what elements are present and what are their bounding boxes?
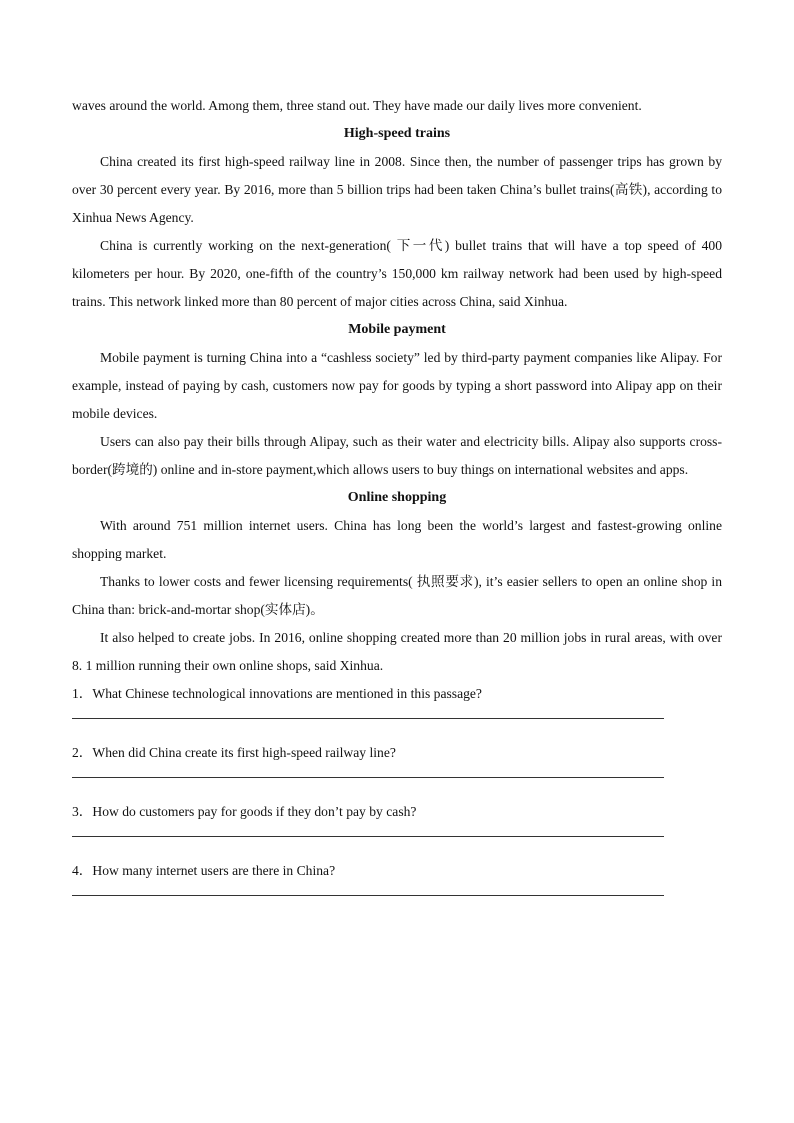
intro-paragraph: waves around the world. Among them, three stand out. They have made our daily lives more convenient. [72,98,642,113]
paragraph: Users can also pay their bills through Alipay, such as their water and electricity bills. Alipay also supports cross-border(跨境的) online and in-store payment,which allows users to buy things on international websites and apps. [72,434,722,477]
question-1: 1．What Chinese technological innovations are mentioned in this passage? [72,686,482,701]
answer-line-1[interactable] [72,718,664,719]
question-3: 3．How do customers pay for goods if they don’t pay by cash? [72,804,417,819]
paragraph: China created its first high-speed railway line in 2008. Since then, the number of passenger trips has grown by over 30 percent every year. By 2016, more than 5 billion trips had been taken China’s bullet trains(高铁), according to Xinhua News Agency. [72,154,722,225]
answer-line-4[interactable] [72,895,664,896]
document-page [72,92,722,916]
paragraph: It also helped to create jobs. In 2016, online shopping created more than 20 million jobs in rural areas, with over 8. 1 million running their own online shops, said Xinhua. [72,630,722,673]
question-4: 4．How many internet users are there in China? [72,863,336,878]
section-heading-shopping: Online shopping [347,490,447,505]
question-2: 2．When did China create its first high-speed railway line? [72,745,396,760]
section-heading-trains: High-speed trains [343,126,451,141]
answer-line-3[interactable] [72,836,664,837]
section-heading-payment: Mobile payment [348,322,446,337]
paragraph: With around 751 million internet users. China has long been the world’s largest and fastest-growing online shopping market. [72,518,722,561]
paragraph: China is currently working on the next-generation( 下一代) bullet trains that will have a top speed of 400 kilometers per hour. By 2020, one-fifth of the country’s 150,000 km railway network had been used by high-speed trains. This network linked more than 80 percent of major cities across China, said Xinhua. [72,238,722,309]
answer-line-2[interactable] [72,777,664,778]
paragraph: Mobile payment is turning China into a “cashless society” led by third-party payment companies like Alipay. For example, instead of paying by cash, customers now pay for goods by typing a short password into Alipay app on their mobile devices. [72,350,722,421]
paragraph: Thanks to lower costs and fewer licensing requirements( 执照要求), it’s easier sellers to open an online shop in China than: brick-and-mortar shop(实体店)。 [72,574,722,617]
